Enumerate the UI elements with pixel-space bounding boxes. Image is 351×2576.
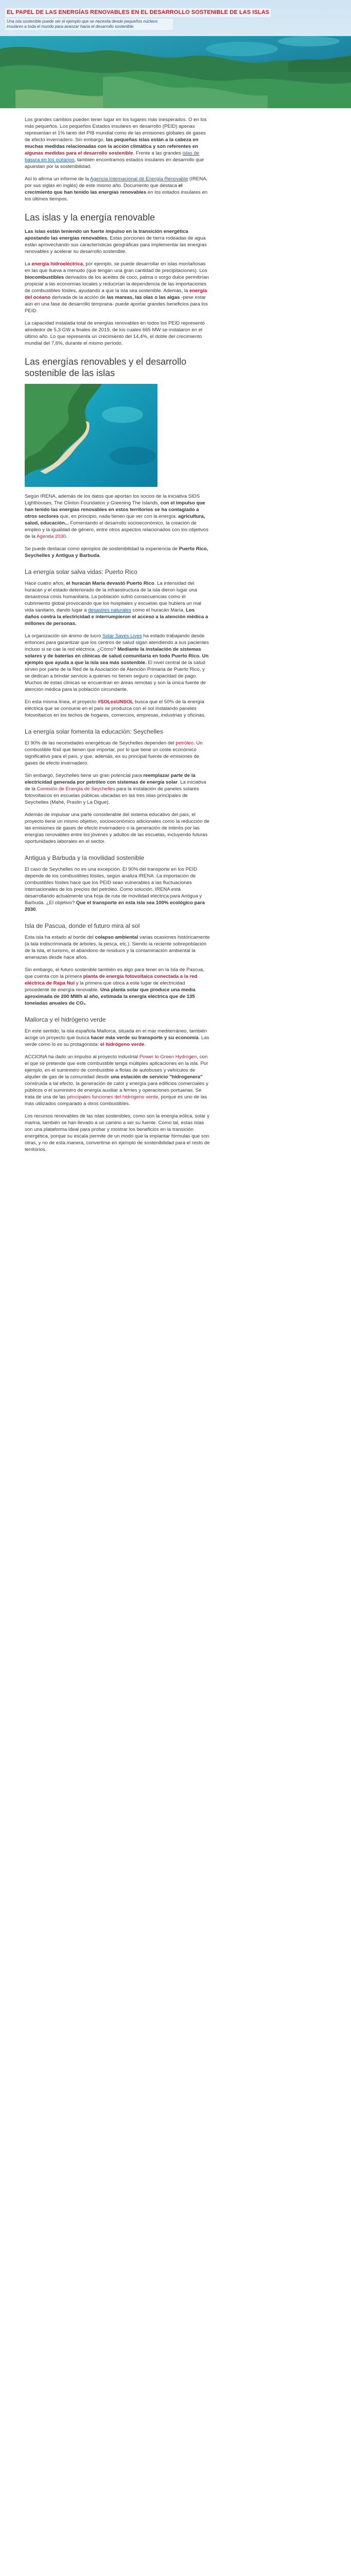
s7-paragraph-3: Los recursos renovables de las islas sostenibles, como son la energía eólica, solar y marina, también se han llevado a un camino a ser su fuente. Como tal, estas islas son una plataforma ideal para probar y mostrar los beneficios en la transición energética, porque su escala permite de un modo que la implantar fórmulas que son otras, y no de esta manera, convertirse en ejemplo de sostenibilidad para el resto de territorios. <box>25 1113 210 1153</box>
s3-paragraph-3: En esta misma línea, el proyecto #SOLesUNSOL busca que el 50% de la energía eléctrica que se consume en el país se produzca con el sol instalando paneles fotovoltaicos en los techos de hogares, comercios, empresas, industrias y oficinas. <box>25 699 206 718</box>
coast-photo <box>25 384 210 487</box>
section-heading-mallorca: Mallorca y el hidrógeno verde <box>25 1016 106 1023</box>
section-heading-easter-island: Isla de Pascua, donde el futuro mira al sol <box>25 922 140 929</box>
intro-paragraph-1: Los grandes cambios pueden tener lugar en los lugares más inesperados. O en los más pequeños. Los pequeños Estados insulares en desarrollo (PEID) apenas representan el 1% tanto del PIB mundial como de las emisiones globales de gases de efecto invernadero. Sin embargo, las pequeñas islas están a la cabeza en muchas medidas relacionadas con la acción climática y son referentes en algunas medidas para el desarrollo sostenible. Frente a las grandes islas de basura en los océanos, también encontramos estados insulares en desarrollo que apuestan por la sostenibilidad. <box>25 117 207 170</box>
bottom-spacer <box>25 1159 210 1163</box>
s1-paragraph-3: La capacidad instalada total de energías renovables en todos los PEID representó alrededor de 5,3 GW a finales de 2019, de los cuales 665 MW se instalaron en el último año. Lo que representa un crecimiento del 14,4%, el doble del crecimiento mundial del 7,6%, durante el mismo período. <box>25 320 205 346</box>
rapa-nui-plant-link[interactable]: planta de energía fotovoltaica conectada a la red eléctrica de Rapa Nui <box>25 974 198 986</box>
intro-section <box>25 116 210 202</box>
hero-banner <box>0 0 351 108</box>
article-body <box>0 116 210 1163</box>
solesunsol-link[interactable]: #SOLesUNSOL <box>97 699 134 705</box>
garbage-islands-link[interactable]: islas de basura en los océanos <box>25 150 200 163</box>
island-coast-image <box>25 384 157 487</box>
hydrogen-functions-link[interactable]: principales funciones del hidrógeno verde <box>67 1094 159 1100</box>
s4-paragraph-2: Sin embargo, Seychelles tiene un gran potencial para reemplazar parte de la electricidad generada por petróleo con sistemas de energía solar. La iniciativa de la Comisión de Energía de Seychelles para la instalación de paneles solares fotovoltaicos en escuelas públicas ubicadas en las tres islas principales de Seychelles (Mahé, Praslin y La Digue). <box>25 773 206 805</box>
section-heading-antigua-barbuda: Antigua y Barbuda y la movilidad sostenible <box>25 854 145 861</box>
article-page <box>0 0 351 1163</box>
section-heading-sustainable-development: Las energías renovables y el desarrollo sostenible de las islas <box>25 357 187 378</box>
s1-paragraph-2: La energía hidroeléctrica, por ejemplo, se puede desarrollar en islas montañosas en las que llueva a menudo (que tengan una gran cantidad de precipitaciones). Los biocombustibles derivados de los aceites de coco, palma o sorgo dulce permitirían propiciar a las economías locales y reducirían la dependencia de las importaciones de combustibles fósiles, ayudando a que la isla sea sostenible. Además, la energía del océano derivada de la acción de las mareas, las olas o las algas -pese estar aún en una fase de desarrollo temprana- puede aportar grandes beneficios para los PEID. <box>25 261 209 314</box>
s6-paragraph-2: Sin embargo, el futuro sostenible también es algo para tener en la Isla de Pascua, que cuenta con la primera planta de energía fotovoltaica conectada a la red eléctrica de Rapa Nui y la primera que ubica a este lugar de electricidad procedente de energía renovable. Una planta solar que produce una media aproximada de 200 MWh al año, estimada la energía eléctrica que de 135 toneladas anuales de CO₂. <box>25 967 204 1006</box>
agenda-2030-link[interactable]: Agenda 2030 <box>36 534 66 539</box>
section-heading-seychelles: La energía solar fomenta la educación: Seychelles <box>25 728 163 735</box>
s5-paragraph-1: El caso de Seychelles no es una excepción. El 90% del transporte en los PEID depende de los combustibles fósiles, según analiza IRENA. La importación de combustibles fósiles hace que los PEID sean vulnerables a las fluctuaciones internacionales de los precios del petróleo. Como solución, IRENA está desarrollando actualmente una hoja de ruta de movilidad eléctrica para Antigua y Barbuda. ¿El objetivo? Que el transporte en esta isla sea 100% ecológico para 2030. <box>25 867 205 912</box>
section-heading-islands-renewables: Las islas y la energía renovable <box>25 212 155 223</box>
s3-paragraph-1: Hace cuatro años, el huracán María devastó Puerto Rico. La intensidad del huracán y el estado deteriorado de la infraestructura de la isla dieron lugar una desastrosa crisis humanitaria. La población sufrió consecuencias como el cubrimiento global provocando que los hospitales y escuelas que hubiera un mal vida sanitario, dando lugar a desastres naturales como el huracán María. Los daños contra la electricidad e interrumpieron el acceso a la atención médica a millones de personas. <box>25 581 208 626</box>
green-hydrogen-link[interactable]: el hidrógeno verde <box>100 1042 145 1047</box>
article-title: EL PAPEL DE LAS ENERGÍAS RENOVABLES EN EL DESARROLLO SOSTENIBLE DE LAS ISLAS <box>5 8 271 17</box>
article-subtitle: Una isla sostenible puede ser el ejemplo que se necesita desde pequeños núcleos insulares a toda el mundo para avanzar hacia el desarrollo sostenible. <box>5 19 173 30</box>
section-heading-puerto-rico: La energía solar salva vidas: Puerto Rico <box>25 568 137 575</box>
petroleum-link[interactable]: petróleo <box>176 740 194 746</box>
ocean-energy-link[interactable]: energía del océano <box>25 288 207 300</box>
s7-paragraph-2: ACCIONA ha dado un impulso al proyecto industrial Power to Green Hydrogen, con el que se pretende que este combustible tenga múltiples aplicaciones en la isla. Por ejemplo, en el suministro de combustible a flotas de autobuses y vehículos de alquiler de gas de la comunidad desde una estación de servicio "hidrogenera" construida a tal efecto, la generación de calor y energía para edificios comerciales y públicos o el suministro de energía auxiliar a ferries y operaciones portuarias. Se trata de una de las principales funciones del hidrógeno verde, porque es uno de las más utilizados comparado a otros combustibles. <box>25 1054 208 1107</box>
s6-paragraph-1: Esta isla ha estado al borde del colapso ambiental varias ocasiones históricamente (a tala indiscriminada de árboles, la pesca, etc.). Siendo la reciente sobrepoblación de la isla, el turismo, el abandono de residuos y la contaminación ambiental la amenazas desde hace años. <box>25 935 210 960</box>
natural-disasters-link[interactable]: desastres naturales <box>88 607 131 613</box>
s3-paragraph-2: La organización sin ánimo de lucro Solar Saves Lives ha estado trabajando desde entonces para garantizar que los centros de salud sigan atendiendo a sus pacientes incluso si se cae la red eléctrica. ¿Cómo? Mediante la instalación de sistemas solares y de baterías en clínicas de salud comunitaria en todo Puerto Rico. Un ejemplo que ayuda a que la isla sea más sostenible. El nivel central de la salud sirven por parte de la Red de la Asociación de Atención Primaria de Puerto Rico, y se dedican a brindar servicio a quienes no tienen seguro o capacidad de pago. Muchos de estas clínicas se encuentran en áreas remotas y son la única fuente de atención médica para la población circundante. <box>25 633 209 692</box>
s4-paragraph-1: El 90% de las necesidades energéticas de Seychelles dependen del petróleo. Un combustible fósil que tienen que importar, por lo que tiene un coste económico significativo para el país, y que, además, es su principal fuente de emisiones de gases de efecto invernadero. <box>25 740 203 766</box>
s2-paragraph-1: Según IRENA, además de los datos que aportan los socios de la iniciativa SIDS Lighthouses, The Clinton Foundation y Greening The Islands, con el impulso que han tenido las energías renovables en estos territorios se ha contagiado a otros sectores que, en principio, nada tienen que ver con la energía: agricultura, salud, educación... Fomentando el desarrollo socioeconómico, la creación de empleo y la igualdad de género, entre otros aspectos relacionados con los objetivos de la Agenda 2030. <box>25 494 208 539</box>
irena-link[interactable]: Agencia Internacional de Energía Renovable <box>90 176 188 182</box>
intro-paragraph-2: Así lo afirma un informe de la Agencia Internacional de Energía Renovable (IRENA, por sus siglas en inglés) de este mismo año. Documento que destaca el crecimiento que han tenido las energías renovables en los estados insulares en los últimos tiempos. <box>25 176 208 202</box>
seychelles-commission-link[interactable]: Comisión de Energía de Seychelles <box>37 786 115 792</box>
s4-paragraph-3: Además de impulsar una parte considerable del sistema educativo del país, el proyecto tiene un mismo objetivo, socioeconómico adicionales como la reducción de las emisiones de gases de efecto invernadero o la generación de interés por las energías renovables entre los jóvenes y adultos de las escuelas, incluyendo futuras oportunidades laborales en el sector. <box>25 812 209 844</box>
s1-paragraph-1: Las islas están teniendo un fuerte impulso en la transición energética apostando las energías renovables. Estas porciones de tierra rodeadas de agua están aprovechando sus características geográficas para implementar las energías renovables y acelerar su desarrollo sostenible. <box>25 229 207 255</box>
hydro-link[interactable]: energía hidroeléctrica <box>31 261 83 267</box>
sustainable-measures-link[interactable]: algunas medidas para el desarrollo sostenible <box>25 150 133 156</box>
power-to-green-hydrogen-link[interactable]: Power to Green Hydrogen <box>139 1054 197 1060</box>
solar-saves-lives-link[interactable]: Solar Saves Lives <box>102 633 142 639</box>
s7-paragraph-1: En este sentido, la isla española Mallorca, situada en el mar mediterráneo, también acoge un proyecto que busca hacer más verde su transporte y su economía. Las verde como lo es su protagonista: el hidrógeno verde. <box>25 1028 209 1047</box>
s2-paragraph-2: Se puede destacar como ejemplos de sostenibilidad la experiencia de Puerto Rico, Seychelles y Antigua y Barbuda. <box>25 546 208 558</box>
